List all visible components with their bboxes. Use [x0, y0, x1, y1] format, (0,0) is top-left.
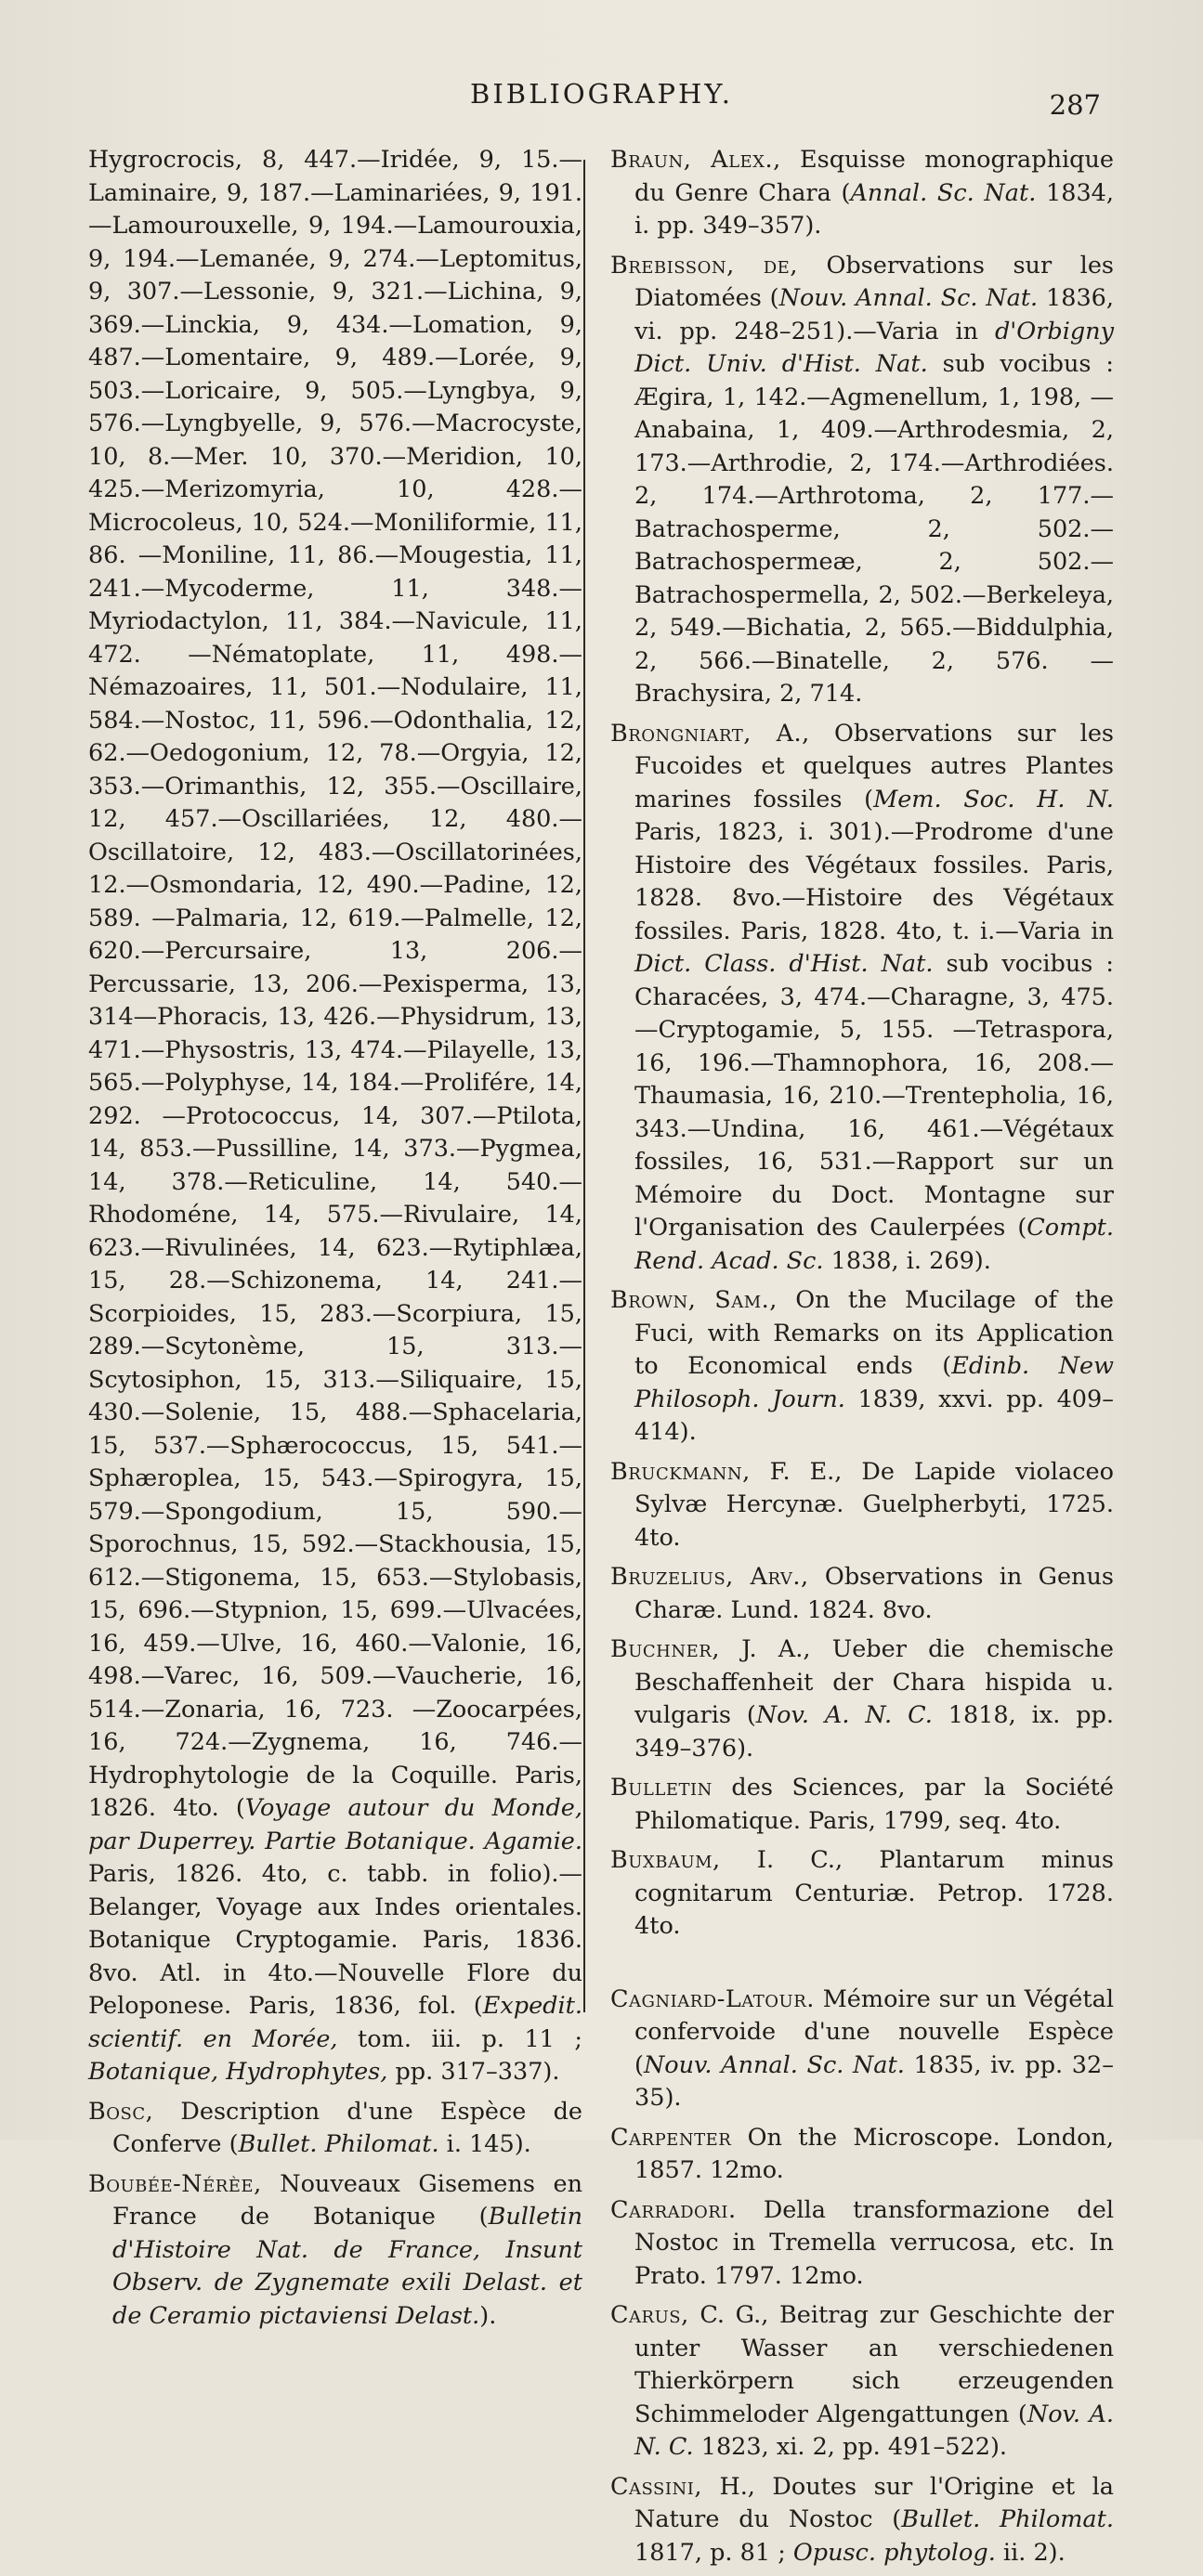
bibliography-entry: Carus, C. G., Beitrag zur Geschichte der unter Wasser an verschiedenen Thierkörpern sich erzeugenden Schimmeloder Algengattungen (Nov. A. N. C. 1823, xi. 2, pp. 491–522).	[610, 2301, 1115, 2461]
bibliography-entry: Brongniart, A., Observations sur les Fucoides et quelques autres Plantes marines fossiles (Mem. Soc. H. N. Paris, 1823, i. 301).—Prodrome d'une Histoire des Végétaux fossiles. Paris, 1828. 8vo.—Histoire des Végétaux fossiles. Paris, 1828. 4to, t. i.—Varia in Dict. Class. d'Hist. Nat. sub vocibus : Characées, 3, 474.—Charagne, 3, 475.—Cryptogamie, 5, 155. —Tetraspora, 16, 196.—Thamnophora, 16, 208.—Thaumasia, 16, 210.—Trentepholia, 16, 343.—Undina, 16, 461.—Végétaux fossiles, 16, 531.—Rapport sur un Mémoire du Doct. Montagne sur l'Organisation des Caulerpées (Compt. Rend. Acad. Sc. 1838, i. 269).	[610, 719, 1114, 1275]
entry-author: Bruckmann,	[610, 1457, 751, 1486]
entry-author: Cagniard-Latour.	[610, 1984, 815, 2013]
entry-author: Brongniart, A.,	[610, 719, 810, 748]
right-column	[610, 144, 1114, 2576]
entry-author: Bosc,	[88, 2097, 154, 2126]
bibliography-entry: Buxbaum, I. C., Plantarum minus cognitarum Centuriæ. Petrop. 1728. 4to.	[610, 1846, 1114, 1940]
bibliography-entry-continued: Hygrocrocis, 8, 447.—Iridée, 9, 15.—Laminaire, 9, 187.—Laminariées, 9, 191. —Lamourouxelle, 9, 194.—Lamourouxia, 9, 194.—Lemanée, 9, 274.—Leptomitus, 9, 307.—Lessonie, 9, 321.—Lichina, 9, 369.—Linckia, 9, 434.—Lomation, 9, 487.—Lomentaire, 9, 489.—Lorée, 9, 503.—Loricaire, 9, 505.—Lyngbya, 9, 576.—Lyngbyelle, 9, 576.—Macrocyste, 10, 8.—Mer. 10, 370.—Meridion, 10, 425.—Merizomyria, 10, 428.—Microcoleus, 10, 524.—Moniliformie, 11, 86. —Moniline, 11, 86.—Mougestia, 11, 241.—Mycoderme, 11, 348.—Myriodactylon, 11, 384.—Navicule, 11, 472. —Nématoplate, 11, 498.—Némazoaires, 11, 501.—Nodulaire, 11, 584.—Nostoc, 11, 596.—Odonthalia, 12, 62.—Oedogonium, 12, 78.—Orgyia, 12, 353.—Orimanthis, 12, 355.—Oscillaire, 12, 457.—Oscillariées, 12, 480.—Oscillatoire, 12, 483.—Oscillatorinées, 12.—Osmondaria, 12, 490.—Padine, 12, 589. —Palmaria, 12, 619.—Palmelle, 12, 620.—Percursaire, 13, 206.—Percussarie, 13, 206.—Pexisperma, 13, 314—Phoracis, 13, 426.—Physidrum, 13, 471.—Physostris, 13, 474.—Pilayelle, 13, 565.—Polyphyse, 14, 184.—Prolifére, 14, 292. —Protococcus, 14, 307.—Ptilota, 14, 853.—Pussilline, 14, 373.—Pygmea, 14, 378.—Reticuline, 14, 540.—Rhodoméne, 14, 575.—Rivulaire, 14, 623.—Rivulinées, 14, 623.—Rytiphlæa, 15, 28.—Schizonema, 14, 241.—Scorpioides, 15, 283.—Scorpiura, 15, 289.—Scytonème, 15, 313.—Scytosiphon, 15, 313.—Siliquaire, 15, 430.—Solenie, 15, 488.—Sphacelaria, 15, 537.—Sphærococcus, 15, 541.—Sphæroplea, 15, 543.—Spirogyra, 15, 579.—Spongodium, 15, 590.—Sporochnus, 15, 592.—Stackhousia, 15, 612.—Stigonema, 15, 653.—Stylobasis, 15, 696.—Stypnion, 15, 699.—Ulvacées, 16, 459.—Ulve, 16, 460.—Valonie, 16, 498.—Varec, 16, 509.—Vaucherie, 16, 514.—Zonaria, 16, 723. —Zoocarpées, 16, 724.—Zygnema, 16, 746.—Hydrophytologie de la Coquille. Paris, 1826. 4to. (Voyage autour du Monde, par Duperrey. Partie Botanique. Agamie. Paris, 1826. 4to, c. tabb. in folio).—Belanger, Voyage aux Indes orientales. Botanique Cryptogamie. Paris, 1836. 8vo. Atl. in 4to.—Nouvelle Flore du Peloponese. Paris, 1836, fol. (Expedit. scientif. en Morée, tom. iii. p. 11 ; Botanique, Hydrophytes, pp. 317–337).	[88, 146, 582, 2086]
letter-section-gap	[610, 1950, 1114, 1984]
page-number: 287	[1049, 89, 1101, 121]
left-column	[88, 144, 582, 2339]
entry-author: Cassini,	[610, 2472, 702, 2501]
bibliography-entry: Carpenter On the Microscope. London, 1857. 12mo.	[610, 2123, 1114, 2184]
bibliography-entry: Bulletin des Sciences, par la Société Philomatique. Paris, 1799, seq. 4to.	[610, 1774, 1114, 1835]
bibliography-entry: Buchner, J. A., Ueber die chemische Beschaffenheit der Chara hispida u. vulgaris (Nov. A. N. C. 1818, ix. pp. 349–376).	[610, 1635, 1114, 1763]
bibliography-entry: Boubée-Nérèe, Nouveaux Gisemens en France de Botanique (Bulletin d'Histoire Nat. de France, Insunt Observ. de Zygnemate exili Delast. et de Ceramio pictaviensi Delast.).	[88, 2169, 582, 2330]
bibliography-entry: Brown, Sam., On the Mucilage of the Fuci, with Remarks on its Application to Economical ends (Edinb. New Philosoph. Journ. 1839, xxvi. pp. 409–414).	[610, 1286, 1115, 1446]
entry-author: Carus,	[610, 2301, 689, 2329]
bibliography-entry: Cassini, H., Doutes sur l'Origine et la Nature du Nostoc (Bullet. Philomat. 1817, p. 81 ; Opusc. phytolog. ii. 2).	[610, 2472, 1114, 2567]
bibliography-entry: Bruckmann, F. E., De Lapide violaceo Sylvæ Hercynæ. Guelpherbyti, 1725. 4to.	[610, 1457, 1114, 1552]
bibliography-entry: Braun, Alex., Esquisse monographique du Genre Chara (Annal. Sc. Nat. 1834, i. pp. 349–357).	[610, 146, 1115, 240]
entry-author: Carradori.	[610, 2195, 737, 2224]
entry-author: Brebisson, de,	[610, 251, 798, 280]
bibliography-entry: Brebisson, de, Observations sur les Diatomées (Nouv. Annal. Sc. Nat. 1836, vi. pp. 248–251).—Varia in d'Orbigny Dict. Univ. d'Hist. Nat. sub vocibus : Ægira, 1, 142.—Agmenellum, 1, 198, —Anabaina, 1, 409.—Arthrodesmia, 2, 173.—Arthrodie, 2, 174.—Arthrodiées. 2, 174.—Arthrotoma, 2, 177.—Batrachosperme, 2, 502.—Batrachospermeæ, 2, 502.—Batrachospermella, 2, 502.—Berkeleya, 2, 549.—Bichatia, 2, 565.—Biddulphia, 2, 566.—Binatelle, 2, 576. —Brachysira, 2, 714.	[610, 251, 1115, 708]
running-head: BIBLIOGRAPHY.	[470, 78, 733, 110]
entry-author: Brown, Sam.,	[610, 1286, 778, 1314]
bibliography-entry: Cagniard-Latour. Mémoire sur un Végétal confervoide d'une nouvelle Espèce (Nouv. Annal. Sc. Nat. 1835, iv. pp. 32–35).	[610, 1984, 1114, 2112]
entry-author: Buchner,	[610, 1635, 720, 1663]
bibliography-entry: Bruzelius, Arv., Observations in Genus Charæ. Lund. 1824. 8vo.	[610, 1563, 1114, 1624]
bibliography-entry: Bosc, Description d'une Espèce de Conferve (Bullet. Philomat. i. 145).	[88, 2097, 582, 2158]
bibliography-entry: Carradori. Della transformazione del Nostoc in Tremella verrucosa, etc. In Prato. 1797. 12mo.	[610, 2195, 1114, 2290]
entry-author: Braun, Alex.,	[610, 146, 781, 174]
entry-author: Carpenter	[610, 2123, 732, 2152]
entry-author: Bulletin	[610, 1774, 713, 1802]
entry-author: Buxbaum,	[610, 1846, 721, 1874]
column-divider	[583, 160, 585, 2012]
entry-author: Boubée-Nérèe,	[88, 2169, 262, 2198]
entry-author: Bruzelius, Arv.,	[610, 1563, 809, 1591]
